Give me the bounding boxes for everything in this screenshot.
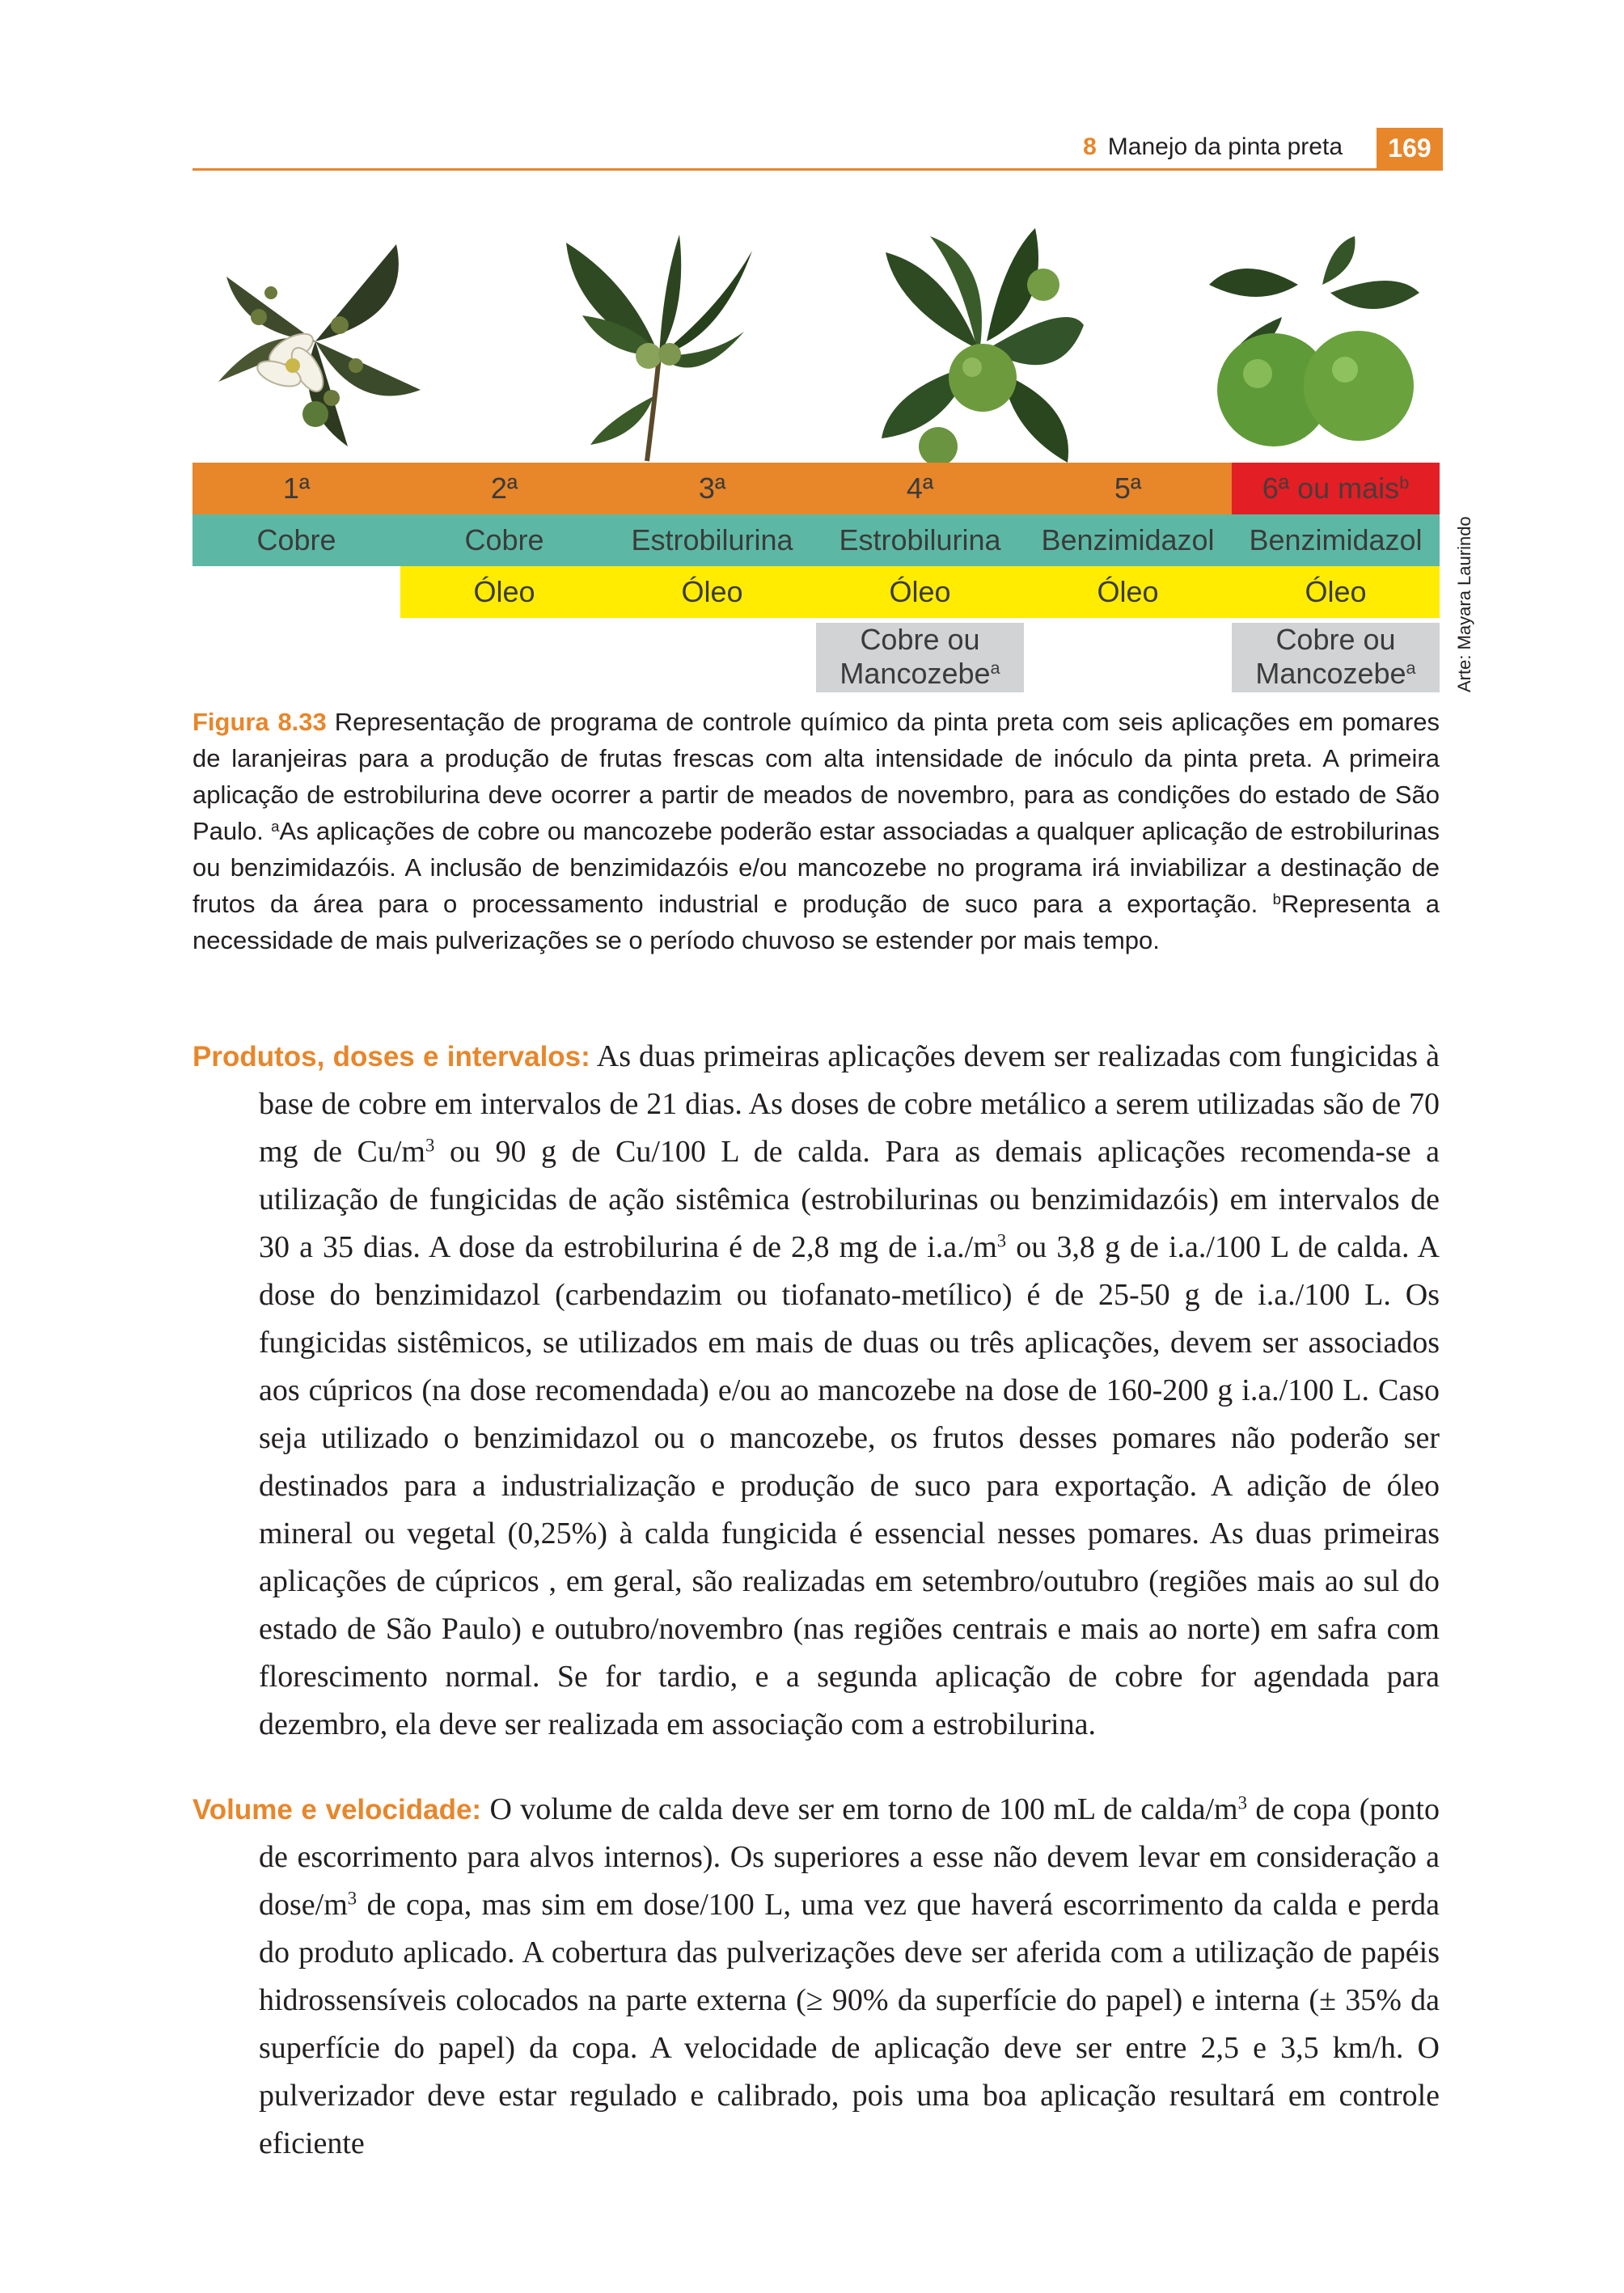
application-2: 2ª [490, 472, 518, 505]
paragraph-products-doses [192, 1033, 1440, 1749]
application-6-label: 6ª ou mais [1262, 472, 1400, 505]
paragraph-volume-speed [192, 1786, 1440, 2168]
application-6-or-more [1232, 463, 1440, 514]
footnote-b-mark: b [1399, 472, 1410, 493]
oil-5: Óleo [1024, 566, 1232, 618]
caption-text: Representação de programa de controle químico da pinta preta com seis aplicações em pomares de laranjeiras para a produção de frutas frescas com alta intensidade de inóculo da pinta preta. A primeira aplicação de estrobilurina deve ocorrer a partir de meados de novembro, para as condições do estado de São Paulo. [192, 708, 1440, 845]
application-5: 5ª [1114, 472, 1142, 505]
optional-6-line2: Mancozebe [1255, 657, 1406, 690]
paragraph-text: ou 90 g de Cu/100 L de calda. Para as demais aplicações recomenda-se a utilização de fungicidas de ação sistêmica (estrobilurinas ou benzimidazóis) em intervalos de 30 a 35 dias. A dose da estrobilurina é de 2,8 mg de i.a./m [259, 1135, 1440, 1264]
application-number-row [192, 463, 1440, 514]
young-fruit-branch-illustration [558, 235, 760, 465]
fungicide-2: Cobre [464, 523, 544, 556]
paragraph-text: As duas primeiras aplicações devem ser realizadas com fungicidas à base de cobre em intervalos de 21 dias. As doses de cobre metálico a serem utilizadas são de 70 mg de Cu/m [259, 1039, 1440, 1169]
footnote-a-mark: a [1406, 658, 1416, 679]
growing-fruit-branch-illustration [882, 228, 1084, 471]
art-credit [1448, 516, 1480, 692]
figure-caption [192, 704, 1440, 958]
spray-program-table [192, 463, 1440, 690]
paragraph-text: O volume de calda deve ser em torno de 100 mL de calda/m [489, 1792, 1238, 1826]
superscript-3: 3 [1237, 1792, 1248, 1813]
oil-2: Óleo [400, 566, 608, 618]
oil-4: Óleo [816, 566, 1024, 618]
note-a-mark: a [271, 817, 280, 835]
application-3: 3ª [698, 472, 726, 505]
optional-4-line1: Cobre ou [860, 623, 980, 656]
figure-label: Figura 8.33 [192, 708, 327, 736]
flowering-branch-illustration [194, 228, 437, 451]
paragraph-text: de copa (ponto de escorrimento para alvos internos). Os superiores a esse não devem levar em consideração a dose/m [259, 1792, 1440, 1922]
application-1: 1ª [282, 472, 311, 505]
page-header [192, 129, 1443, 171]
optional-copper-mancozeb-row [192, 618, 1440, 690]
note-a-text: As aplicações de cobre ou mancozebe poderão estar associadas a qualquer aplicação de estrobilurinas ou benzimidazóis. A inclusão de benzimidazóis e/ou mancozebe no programa irá inviabilizar a destinação de frutos da área para o processamento industrial e produção de suco para a exportação. [192, 817, 1440, 918]
fungicide-5: Benzimidazol [1041, 523, 1215, 556]
optional-4 [816, 623, 1024, 692]
oil-3: Óleo [608, 566, 816, 618]
superscript-3: 3 [996, 1230, 1007, 1251]
fungicide-1: Cobre [256, 523, 336, 556]
running-head [1083, 131, 1343, 163]
oil-row [192, 566, 1440, 618]
superscript-3: 3 [347, 1888, 357, 1909]
paragraph-text: de copa, mas sim em dose/100 L, uma vez que haverá escorrimento da calda e perda do produto aplicado. A cobertura das pulverizações deve ser aferida com a utilização de papéis hidrossensíveis colocados na parte externa (≥ 90% da superfície do papel) e interna (± 35% da superfície do papel) da copa. A velocidade de aplicação deve ser entre 2,5 e 3,5 km/h. O pulverizador deve estar regulado e calibrado, pois uma boa aplicação resultará em controle eficiente [259, 1888, 1440, 2160]
optional-6 [1232, 623, 1440, 692]
paragraph-heading: Volume e velocidade: [192, 1794, 482, 1826]
paragraph-heading: Produtos, doses e intervalos: [192, 1041, 590, 1072]
page-number: 169 [1377, 128, 1443, 168]
chapter-title: Manejo da pinta preta [1107, 133, 1343, 160]
application-4: 4ª [906, 472, 934, 505]
note-b-mark: b [1272, 890, 1281, 907]
mature-fruit-illustration [1209, 236, 1419, 455]
optional-6-line1: Cobre ou [1275, 623, 1396, 656]
art-credit-text: Arte: Mayara Laurindo [1454, 516, 1474, 692]
paragraph-text: ou 3,8 g de i.a./100 L de calda. A dose do benzimidazol (carbendazim ou tiofanato-metílico) é de 25-50 g de i.a./100 L. Os fungicidas sistêmicos, se utilizados em mais de duas ou três aplicações, devem ser associados aos cúpricos (na dose recomendada) e/ou ao mancozebe na dose de 160-200 g i.a./100 L. Caso seja utilizado o benzimidazol ou o mancozebe, os frutos desses pomares não poderão ser destinados para a industrialização e produção de suco para exportação. A adição de óleo mineral ou vegetal (0,25%) à calda fungicida é essencial nesses pomares. As duas primeiras aplicações de cúpricos , em geral, são realizadas em setembro/outubro (regiões mais ao sul do estado de São Paulo) e outubro/novembro (nas regiões centrais e mais ao norte) em safra com florescimento normal. Se for tardio, e a segunda aplicação de cobre for agendada para dezembro, ela deve ser realizada em associação com a estrobilurina. [259, 1230, 1440, 1741]
oil-6: Óleo [1232, 566, 1440, 618]
footnote-a-mark: a [990, 658, 1000, 679]
fungicide-4: Estrobilurina [839, 523, 1001, 556]
fungicide-3: Estrobilurina [631, 523, 793, 556]
note-b-text: Representa a necessidade de mais pulverizações se o período chuvoso se estender por mais tempo. [192, 890, 1440, 954]
fungicide-6: Benzimidazol [1249, 523, 1423, 556]
fungicide-row [192, 514, 1440, 566]
superscript-3: 3 [425, 1135, 435, 1156]
chapter-number: 8 [1083, 133, 1097, 160]
optional-4-line2: Mancozebe [839, 657, 991, 690]
